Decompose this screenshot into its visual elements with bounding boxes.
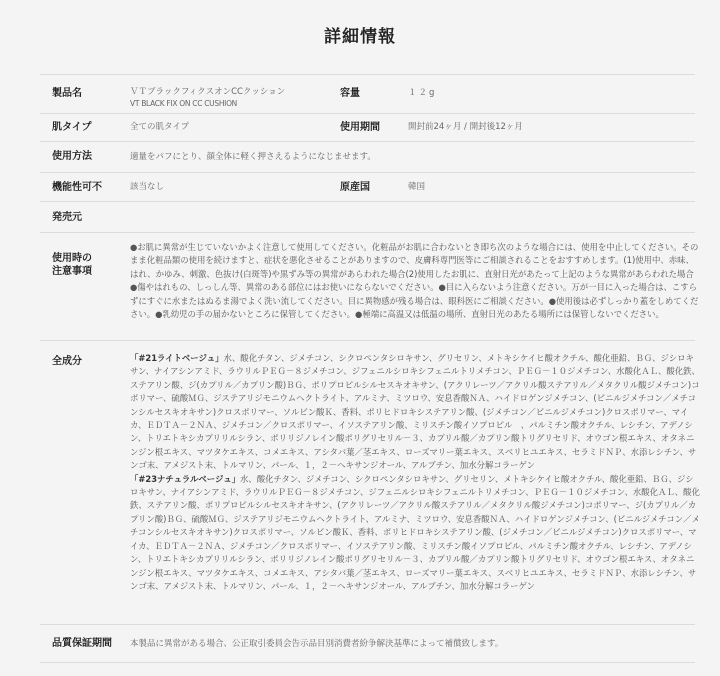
origin-value: 韓国 — [408, 182, 426, 192]
capacity-value: １２g — [408, 88, 437, 98]
seller-label: 発売元 — [52, 212, 82, 223]
expiry-value: 開封前24ヶ月 / 開封後12ヶ月 — [408, 122, 523, 132]
cautions-label-line2: 注意事項 — [52, 266, 92, 277]
warranty-label: 品質保証期間 — [52, 638, 112, 649]
shade-21-ingredients: 水、酸化チタン、ジメチコン、シクロペンタシロキサン、グリセリン、メトキシケイヒ酸オクチル、酸化亜鉛、ＢＧ、ジシロキサン、ナイアシンアミド、ラウリルＰＥＧ－８ジメチコン、ジフェニルシロキシフェニルトリメチコン、ＰＥＧ－１０ジメチコン、水酸化ＡＬ、酸化鉄、ステアリン酸、ジ(カプリル／カプリン酸)ＢＧ、ポリプロピルシルセスキオキサン、(アクリレーツ／アクリル酸ステアリル／メタクリル酸ジメチコン)コポリマー、硫酸ＭＧ、ジステアリジモニウムヘクトライト、アルミナ、ミツロウ、安息香酸ＮＡ、ハイドロゲンジメチコン、(ビニルジメチコン／メチコンシルセスキオキサン)クロスポリマー、ソルビン酸Ｋ、香料、ポリヒドロキシステアリン酸、(ジメチコン／ビニルジメチコン)クロスポリマー、マイカ、ＥＤＴＡ－２ＮＡ、ジメチコン／クロスポリマー、イソステアリン酸、ミリスチン酸イソプロピル 、パルミチン酸オクチル、レシチン、アデノシン、トリエトキシカプリリルシラン、ポリリジノレイン酸ポリグリセリル－３、カプリル酸／カプリン酸トリグリセリド、オウゴン根エキス、オタネニンジン根エキス、マツタケエキス、コメエキス、アシタバ葉／茎エキス、ローズマリー葉エキス、スベリヒユエキス、セラミドＮＰ、水添レシチン、サンゴ末、アメジスト末、トルマリン、パール、１，２－ヘキサンジオール、アルブチン、加水分解コラーゲン — [130, 353, 700, 471]
cautions-label-line1: 使用時の — [52, 253, 92, 264]
functional-label: 機能性可不 — [52, 182, 102, 193]
capacity-label: 容量 — [340, 88, 360, 99]
shade-23-ingredients: 水、酸化チタン、ジメチコン、シクロペンタシロキサン、グリセリン、メトキシケイヒ酸オクチル、酸化亜鉛、ＢＧ、ジシロキサン、ナイアシンアミド、ラウリルＰＥＧ－８ジメチコン、ジフェニルシロキシフェニルトリメチコン、ＰＥＧ－１０ジメチコン、水酸化ＡＬ、酸化鉄、ステアリン酸、ポリプロピルシルセスキオキサン、(アクリレーツ／アクリル酸ステアリル／メタクリル酸ジメチコン)コポリマー、ジ(カプリル／カプリン酸)ＢＧ、硫酸ＭＧ、ジステアリジモニウムヘクトライト、アルミナ、ミツロウ、安息香酸ＮＡ、ハイドロゲンジメチコン、(ビニルジメチコン／メチコンシルセスキオキサン)クロスポリマー、ソルビン酸Ｋ、香料、ポリヒドロキシステアリン酸、(ジメチコン／ビニルジメチコン)クロスポリマー、マイカ、ＥＤＴＡ－２ＮＡ、ジメチコン／クロスポリマー、イソステアリン酸、ミリスチン酸イソプロピル、パルミチン酸オクチル、レシチン、アデノシン、トリエトキシカプリリルシラン、ポリリジノレイン酸ポリグリセリル－３、カプリル酸／カプリン酸トリグリセリド、オウゴン根エキス、オタネニンジン根エキス、マツタケエキス、コメエキス、アシタバ葉／茎エキス、ローズマリー葉エキス、スベリヒユエキス、セラミドＮＰ、水添レシチン、サンゴ末、アメジスト末、トルマリン、パール、１，２－ヘキサンジオール、アルブチン、加水分解コラーゲン — [130, 473, 700, 591]
divider — [40, 201, 695, 202]
usage-label: 使用方法 — [52, 151, 92, 162]
divider — [40, 232, 695, 233]
divider — [40, 662, 695, 663]
divider — [40, 340, 695, 341]
shade-21-name: 「#21ライトベージュ」 — [130, 353, 224, 363]
ingredients-label: 全成分 — [52, 356, 82, 367]
product-name-label: 製品名 — [52, 88, 82, 99]
divider — [40, 141, 695, 142]
expiry-label: 使用期間 — [340, 122, 380, 133]
divider — [40, 624, 695, 625]
cautions-text: ●お肌に異常が生じていないかよく注意して使用してください。化粧品がお肌に合わないとき即ち次のような場合には、使用を中止してください。そのまま化粧品類の使用を続けますと、症状を悪化させることがありますので、皮膚科専門医等にご相談されることをおすすめします。(1)使用中、赤味、はれ、かゆみ、刺激、色抜け(白斑等)や黒ずみ等の異常があらわれた場合(2)使用したお肌に、直射日光があたって上記のような異常があらわれた場合●傷やはれもの、しっしん等、異常のある部位にはお使いにならないでください。●目に入らないよう注意ください。万が一目に入った場合は、こすらずにすぐに水またはぬるま湯でよく洗い流してください。目に異物感が残る場合は、眼科医にご相談ください。●使用後は必ずしっかり蓋をしめてください。●乳幼児の手の届かないところに保管してください。●極端に高温又は低温の場所、直射日光のあたる場所には保管しないでください。 — [130, 242, 699, 320]
origin-label: 原産国 — [340, 182, 370, 193]
divider — [40, 172, 695, 173]
page-title: 詳細情報 — [324, 27, 396, 47]
skin-type-value: 全ての肌タイプ — [130, 122, 190, 132]
divider — [40, 74, 695, 75]
warranty-value: 本製品に異常がある場合、公正取引委員会告示品目別消費者紛争解決基準によって補償致します。 — [130, 639, 504, 649]
skin-type-label: 肌タイプ — [52, 122, 92, 133]
shade-23-name: 「#23ナチュラルベージュ」 — [130, 473, 240, 484]
usage-value: 適量をパフにとり、顔全体に軽く押さえるようになじませます。 — [130, 152, 376, 162]
product-name-jp: ＶＴブラックフィクスオンCCクッション — [130, 87, 286, 97]
divider — [40, 113, 695, 114]
functional-value: 該当なし — [130, 182, 165, 192]
ingredients-text — [130, 352, 700, 593]
product-name-en: VT BLACK FIX ON CC CUSHION — [130, 99, 237, 108]
